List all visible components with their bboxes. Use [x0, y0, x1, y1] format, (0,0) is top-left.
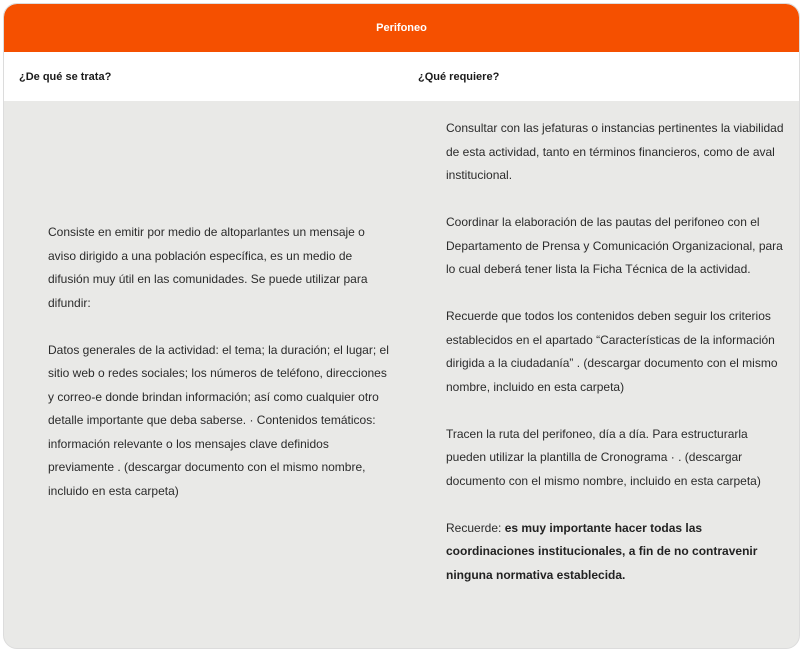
- requirements-column: [446, 117, 786, 587]
- requirement-item: Consultar con las jefaturas o instancias pertinentes la viabilidad de esta actividad, tanto en términos financieros, como de aval institucional.: [446, 121, 784, 182]
- description-column: [48, 221, 393, 503]
- requirements-heading: ¿Qué requiere?: [418, 71, 500, 83]
- perifoneo-card: [3, 3, 800, 649]
- description-paragraph: Datos generales de la actividad: el tema; la duración; el lugar; el sitio web o redes sociales; los números de teléfono, direcciones y correo-e donde brindan información; así como cualquier otro detalle importante que deba saberse. · Contenidos temáticos: información relevante o los mensajes clave definidos previamente . (descargar documento con el mismo nombre, incluido en esta carpeta): [48, 342, 389, 498]
- reminder-emphasis: es muy importante hacer todas las coordinaciones institucionales, a fin de no contravenir ninguna normativa establecida.: [446, 520, 758, 582]
- description-paragraph: Consiste en emitir por medio de altoparlantes un mensaje o aviso dirigido a una población específica, es un medio de difusión muy útil en las comunidades. Se puede utilizar para difundir:: [48, 225, 368, 310]
- card-title: Perifoneo: [376, 22, 427, 34]
- requirement-item: Recuerde que todos los contenidos deben seguir los criterios establecidos en el apartado “Características de la información dirigida a la ciudadanía” . (descargar documento con el mismo nombre, incluido en esta carpeta): [446, 309, 778, 394]
- requirement-reminder: [446, 517, 786, 588]
- column-headings: [4, 52, 799, 101]
- card-header: [4, 4, 799, 52]
- card-body: [4, 101, 799, 648]
- reminder-label: Recuerde:: [446, 520, 505, 535]
- requirement-item: Coordinar la elaboración de las pautas del perifoneo con el Departamento de Prensa y Comunicación Organizacional, para lo cual deberá tener lista la Ficha Técnica de la actividad.: [446, 215, 783, 276]
- requirement-item: Tracen la ruta del perifoneo, día a día. Para estructurarla pueden utilizar la plantilla de Cronograma · . (descargar documento con el mismo nombre, incluido en esta carpeta): [446, 426, 761, 488]
- what-is-it-heading: ¿De qué se trata?: [19, 71, 112, 83]
